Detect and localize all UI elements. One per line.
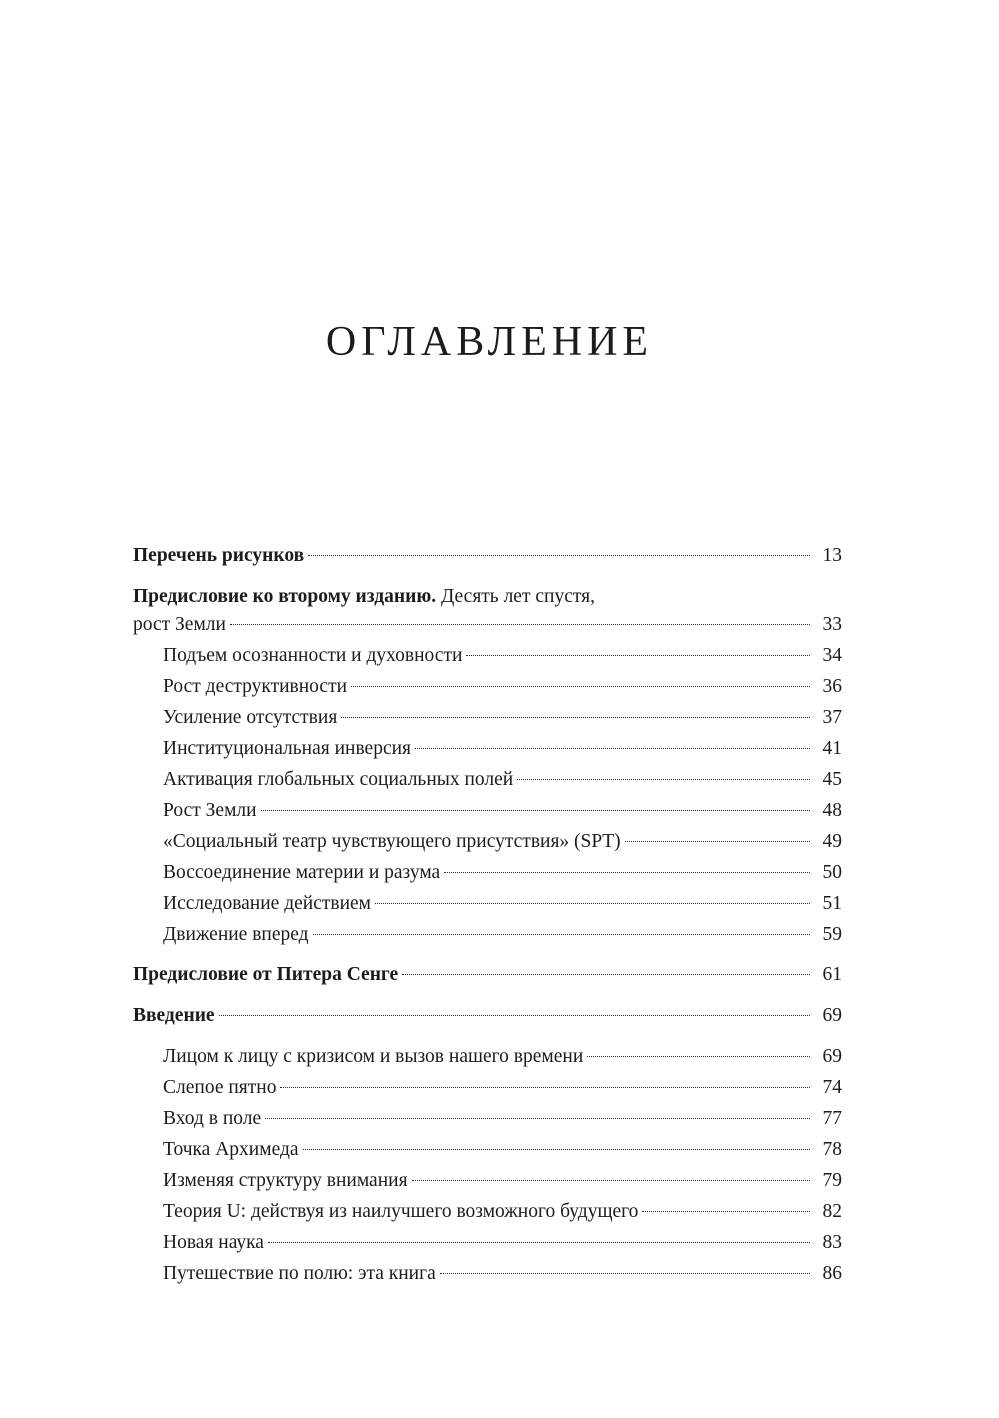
toc-page-number: 77 (822, 1108, 842, 1129)
toc-subentry-label: «Социальный театр чувствующего присутствия» (SPT) (163, 831, 621, 852)
toc-subentry-label: Движение вперед (163, 924, 309, 945)
toc-subentry[interactable] (133, 1258, 842, 1289)
dot-leader (625, 841, 810, 842)
dot-leader (402, 974, 810, 975)
toc-subentry-label: Точка Архимеда (163, 1139, 299, 1160)
toc-subentry-label: Рост Земли (163, 800, 257, 821)
dot-leader (280, 1087, 810, 1088)
toc-subentry-label: Институциональная инверсия (163, 738, 412, 759)
toc-subentry[interactable] (133, 919, 842, 950)
toc-subentry-label: Лицом к лицу с кризисом и вызов нашего времени (163, 1046, 584, 1067)
toc-subentry-label: Исследование действием (163, 893, 372, 914)
toc-entry-preface-second-line1[interactable] (133, 581, 842, 609)
toc-subentry-label: Изменяя структуру внимания (163, 1170, 408, 1191)
dot-leader (375, 903, 810, 904)
toc-subentry-label: Подъем осознанности и духовности (163, 645, 463, 666)
toc-page-number: 51 (822, 893, 842, 914)
toc-page-number: 41 (822, 738, 842, 759)
toc-page-number: 45 (822, 769, 842, 790)
toc-entry-label: Введение (133, 1005, 215, 1026)
dot-leader (587, 1056, 810, 1057)
toc-page-number: 37 (822, 707, 842, 728)
toc-subentry[interactable] (133, 1227, 842, 1258)
toc-subentry[interactable] (133, 733, 842, 764)
toc-subentry[interactable] (133, 1072, 842, 1103)
toc-page-number: 74 (822, 1077, 842, 1098)
toc-page-number: 34 (822, 645, 842, 666)
toc-subentry-label: Путешествие по полю: эта книга (163, 1263, 436, 1284)
toc-subentry[interactable] (133, 826, 842, 857)
toc-page-number: 82 (822, 1201, 842, 1222)
toc-page-number: 59 (822, 924, 842, 945)
toc-subentry[interactable] (133, 1103, 842, 1134)
dot-leader (219, 1015, 810, 1016)
toc-subentry[interactable] (133, 764, 842, 795)
dot-leader (415, 748, 810, 749)
toc-page-number: 13 (822, 545, 842, 566)
toc-entry-label-rest: Десять лет спустя, (436, 586, 595, 607)
toc-entry-label: Перечень рисунков (133, 545, 305, 566)
toc-subentry[interactable] (133, 671, 842, 702)
toc-page-number: 48 (822, 800, 842, 821)
toc-subentry-label: Усиление отсутствия (163, 707, 338, 728)
toc-subentry[interactable] (133, 1134, 842, 1165)
toc-page-number: 78 (822, 1139, 842, 1160)
toc-subentry-label: Рост деструктивности (163, 676, 348, 697)
toc-entry-preface-second[interactable] (133, 609, 842, 640)
dot-leader (412, 1180, 810, 1181)
toc-entry-label: Предисловие от Питера Сенге (133, 964, 399, 985)
toc-subentry[interactable] (133, 640, 842, 671)
dot-leader (230, 624, 810, 625)
dot-leader (265, 1118, 810, 1119)
toc-entry-label-bold: Предисловие ко второму изданию. (133, 586, 437, 607)
toc-page-number: 61 (822, 964, 842, 985)
toc-entry-introduction[interactable] (133, 1000, 842, 1031)
toc-page-number: 69 (822, 1005, 842, 1026)
toc-subentry-label: Вход в поле (163, 1108, 262, 1129)
dot-leader (313, 934, 810, 935)
toc-subentry[interactable] (133, 857, 842, 888)
toc-subentry[interactable] (133, 702, 842, 733)
toc-subentry-label: Новая наука (163, 1232, 264, 1253)
toc-entry-preface-senge[interactable] (133, 959, 842, 990)
toc-subentry[interactable] (133, 1165, 842, 1196)
toc-page-number: 86 (822, 1263, 842, 1284)
toc-entry-list-of-figures[interactable] (133, 540, 842, 571)
dot-leader (642, 1211, 810, 1212)
toc-subentry[interactable] (133, 795, 842, 826)
toc-entry-label: рост Земли (133, 614, 226, 635)
dot-leader (517, 779, 810, 780)
toc-subentry[interactable] (133, 1041, 842, 1072)
toc-subentry-label: Слепое пятно (163, 1077, 277, 1098)
dot-leader (268, 1242, 810, 1243)
toc-page-number: 49 (822, 831, 842, 852)
toc-subentry-label: Теория U: действуя из наилучшего возможного будущего (163, 1201, 639, 1222)
dot-leader (444, 872, 810, 873)
dot-leader (308, 555, 810, 556)
toc-page-number: 69 (822, 1046, 842, 1067)
dot-leader (303, 1149, 810, 1150)
dot-leader (261, 810, 810, 811)
toc-subentry[interactable] (133, 888, 842, 919)
toc-page-number: 36 (822, 676, 842, 697)
dot-leader (351, 686, 810, 687)
toc-subentry-label: Воссоединение материи и разума (163, 862, 441, 883)
toc-page-number: 83 (822, 1232, 842, 1253)
dot-leader (466, 655, 810, 656)
toc-page-number: 50 (822, 862, 842, 883)
dot-leader (440, 1273, 810, 1274)
toc-page-number: 33 (822, 614, 842, 635)
table-of-contents (133, 540, 842, 1289)
dot-leader (341, 717, 810, 718)
page-title: ОГЛАВЛЕНИЕ (325, 319, 654, 365)
toc-subentry[interactable] (133, 1196, 842, 1227)
toc-subentry-label: Активация глобальных социальных полей (163, 769, 514, 790)
toc-page-number: 79 (822, 1170, 842, 1191)
